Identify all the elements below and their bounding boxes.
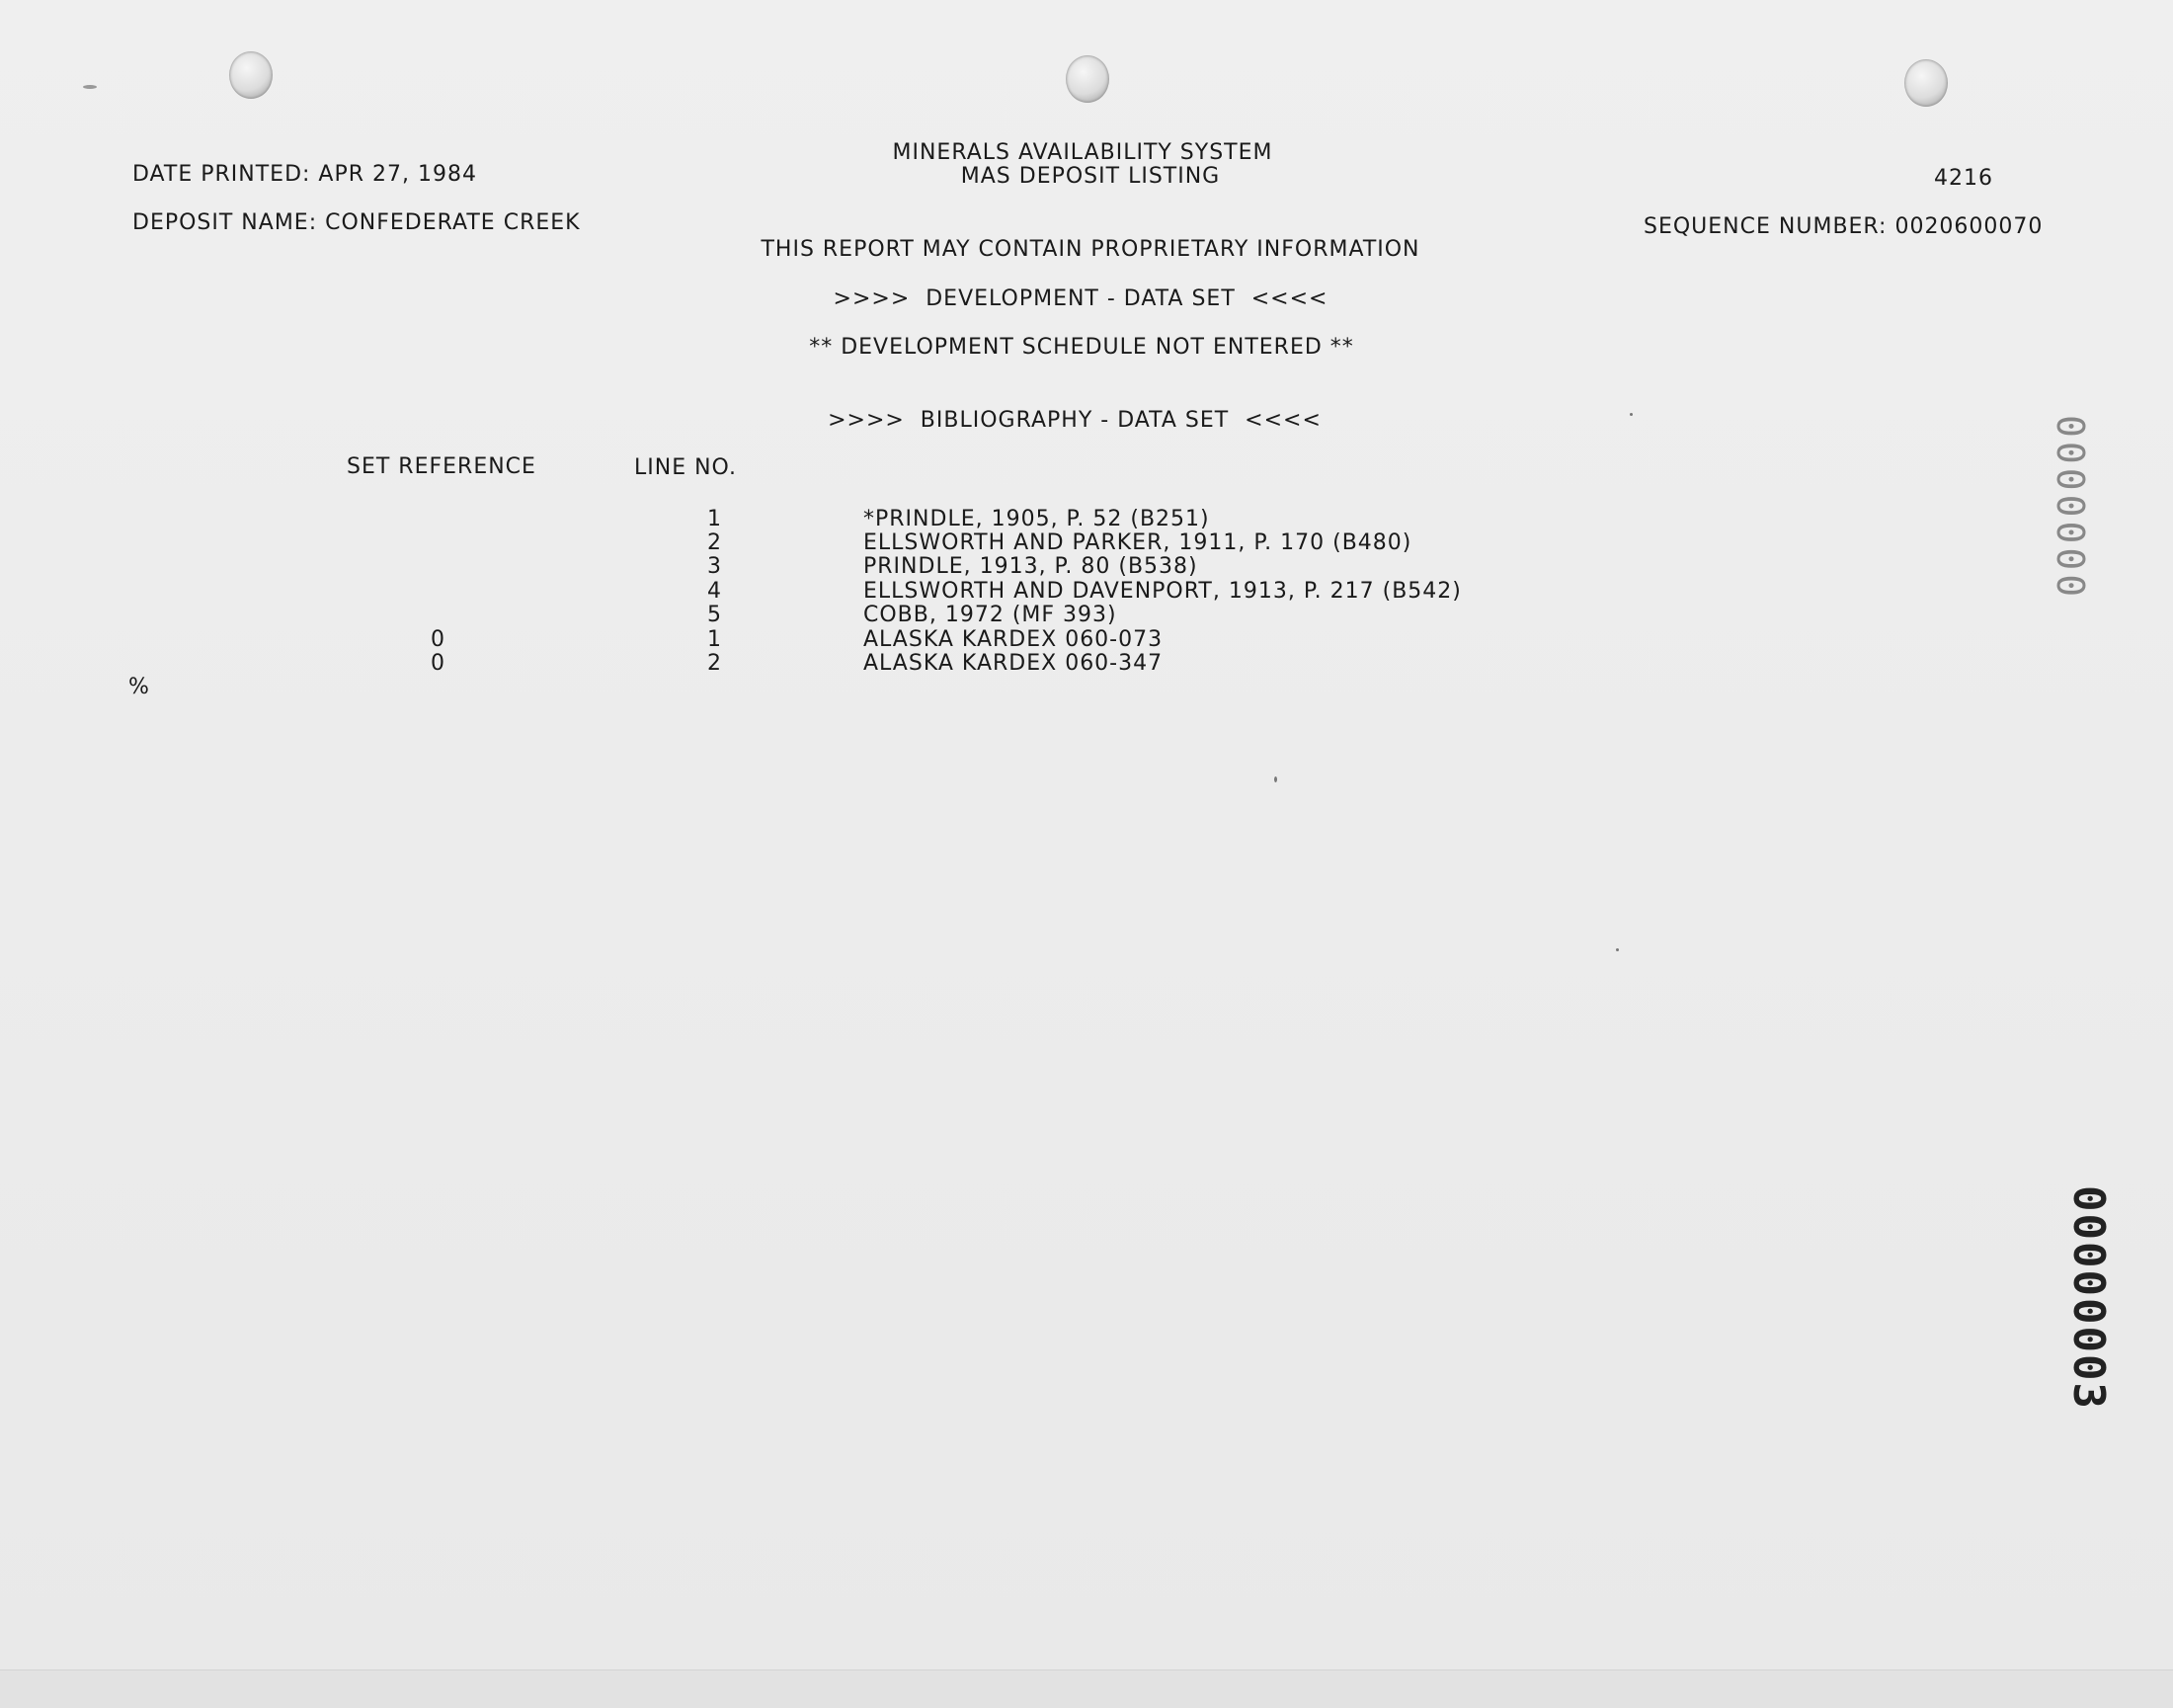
page-number: 4216 (1934, 166, 1993, 191)
row-line-number: 1 (707, 507, 722, 531)
sequence-number: SEQUENCE NUMBER: 0020600070 (1644, 214, 2044, 239)
frame-stamp-top: 0000000 (2049, 415, 2092, 602)
end-of-report-mark: % (128, 675, 150, 699)
bibliography-heading: >>>> BIBLIOGRAPHY - DATA SET <<<< (828, 408, 1322, 433)
row-reference-text: *PRINDLE, 1905, P. 52 (B251) (863, 507, 1210, 531)
development-heading: >>>> DEVELOPMENT - DATA SET <<<< (833, 286, 1328, 311)
punch-hole-center (1066, 55, 1109, 103)
row-line-number: 5 (707, 603, 722, 627)
listing-title: MAS DEPOSIT LISTING (960, 164, 1221, 189)
row-reference-text: ELLSWORTH AND DAVENPORT, 1913, P. 217 (B542) (863, 579, 1462, 604)
row-reference-text: ELLSWORTH AND PARKER, 1911, P. 170 (B480) (863, 530, 1412, 555)
line-no-header: LINE NO. (634, 455, 737, 480)
deposit-name: DEPOSIT NAME: CONFEDERATE CREEK (132, 210, 581, 235)
row-line-number: 1 (707, 627, 722, 652)
proprietary-notice: THIS REPORT MAY CONTAIN PROPRIETARY INFORMATION (761, 237, 1420, 262)
scan-speck (1630, 413, 1633, 416)
row-reference-text: PRINDLE, 1913, P. 80 (B538) (863, 554, 1198, 579)
punch-hole-left (229, 51, 273, 99)
scan-speck (1616, 948, 1619, 951)
row-set-reference: 0 (431, 627, 445, 652)
set-reference-header: SET REFERENCE (347, 454, 536, 479)
development-note: ** DEVELOPMENT SCHEDULE NOT ENTERED ** (809, 335, 1354, 360)
row-line-number: 2 (707, 530, 722, 555)
row-line-number: 3 (707, 554, 722, 579)
row-line-number: 2 (707, 651, 722, 676)
date-printed: DATE PRINTED: APR 27, 1984 (132, 162, 477, 187)
scanner-bed-edge (0, 1669, 2173, 1708)
row-reference-text: ALASKA KARDEX 060-347 (863, 651, 1164, 676)
row-reference-text: COBB, 1972 (MF 393) (863, 603, 1117, 627)
row-reference-text: ALASKA KARDEX 060-073 (863, 627, 1164, 652)
scan-speck (83, 85, 97, 89)
row-line-number: 4 (707, 579, 722, 604)
scan-speck (1274, 776, 1277, 782)
system-title: MINERALS AVAILABILITY SYSTEM (892, 140, 1273, 165)
row-set-reference: 0 (431, 651, 445, 676)
frame-stamp-bottom: 00000003 (2063, 1185, 2114, 1411)
punch-hole-right (1904, 59, 1948, 107)
